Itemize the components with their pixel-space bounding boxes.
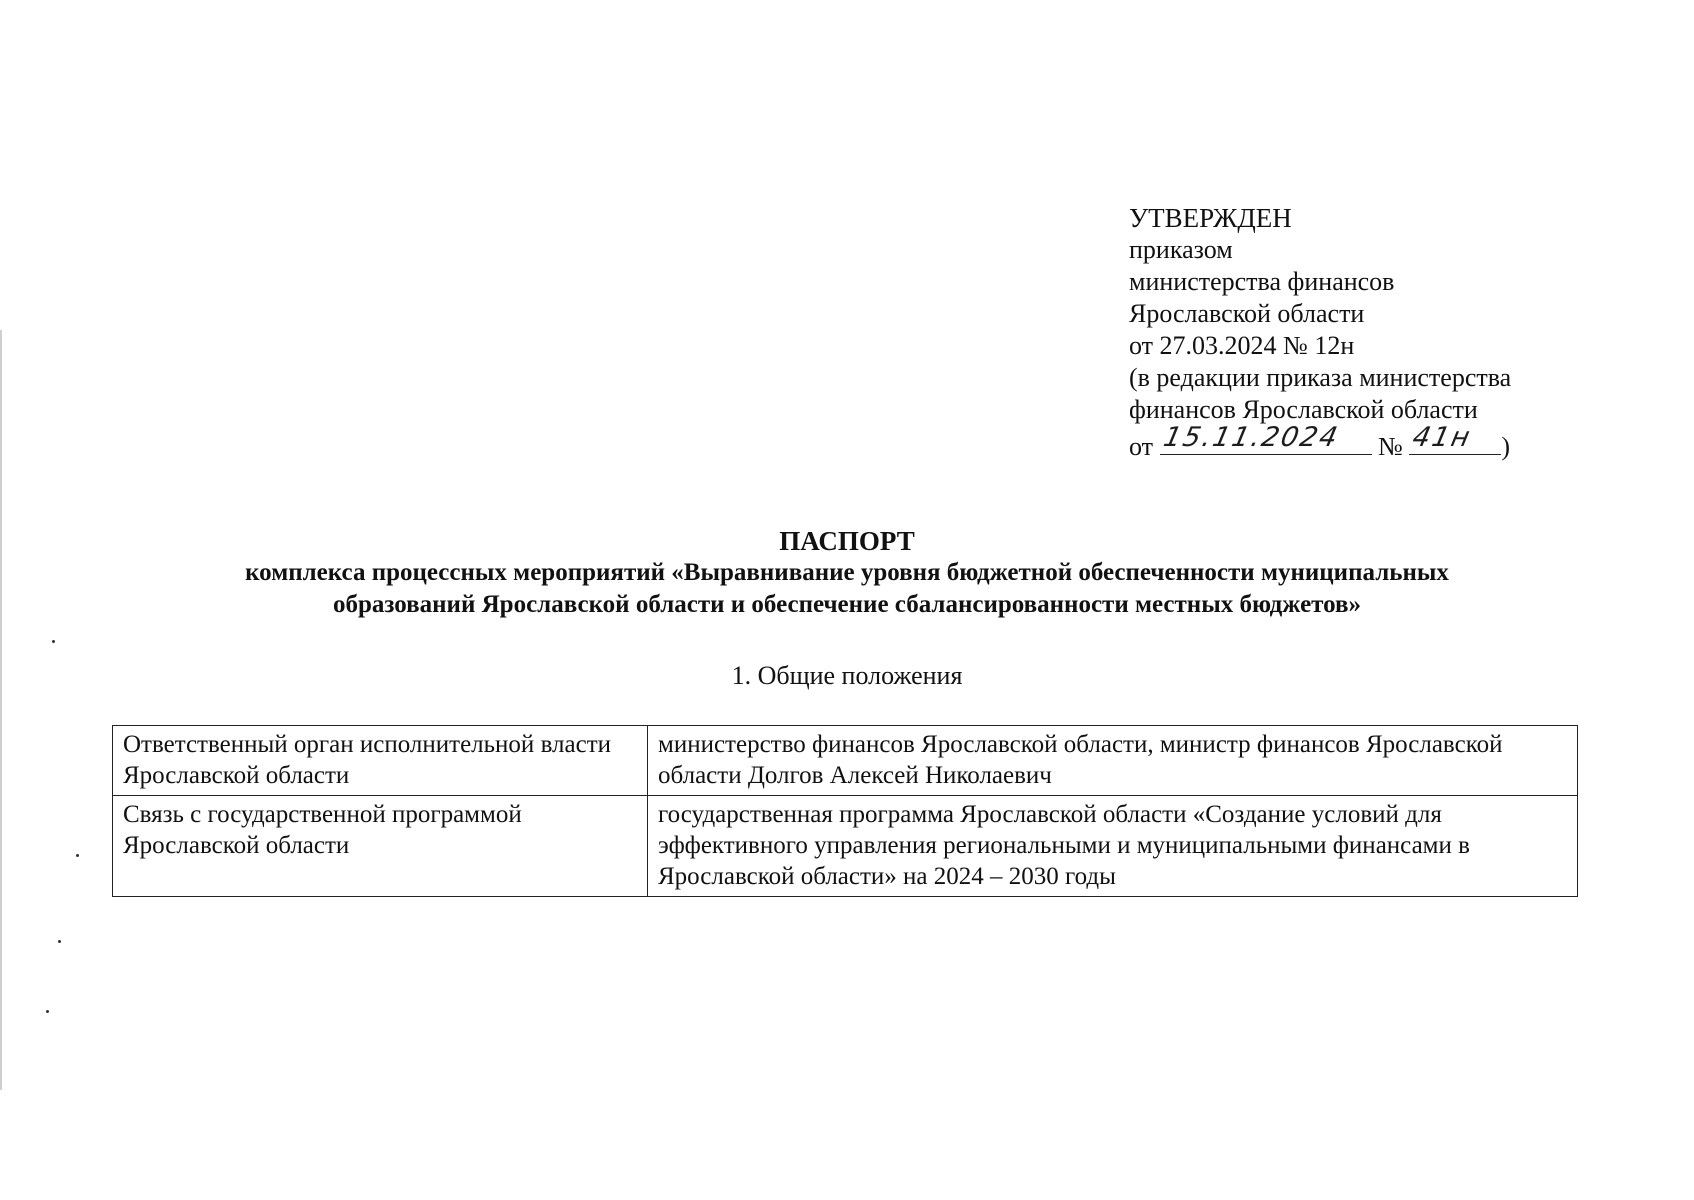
approval-heading: УТВЕРЖДЕН — [1129, 203, 1292, 233]
table-cell-label: Связь с государственной программой Ярославской области — [113, 796, 648, 897]
table-cell-value: государственная программа Ярославской области «Создание условий для эффективного управления региональными и муниципальными финансами в Ярославской области» на 2024 – 2030 годы — [648, 796, 1578, 897]
from-label: от — [1129, 432, 1154, 461]
scan-speck — [58, 940, 61, 943]
handwritten-number: 41н — [1410, 422, 1475, 453]
section-title: 1. Общие положения — [731, 661, 963, 690]
scan-speck — [76, 854, 79, 857]
approval-stamp-block — [1129, 202, 1511, 463]
table-row — [113, 726, 1578, 796]
approval-amendment-line — [1129, 422, 1511, 463]
closing-paren: ) — [1501, 432, 1511, 461]
document-subtitle-line: образований Ярославской области и обеспечение сбалансированности местных бюджетов» — [332, 591, 1362, 618]
approval-line: финансов Ярославской области — [1129, 395, 1478, 424]
table-cell-label: Ответственный орган исполнительной власти Ярославской области — [113, 726, 648, 796]
approval-line: министерства финансов — [1129, 267, 1395, 296]
approval-line: приказом — [1129, 235, 1233, 264]
document-title: ПАСПОРТ — [779, 526, 915, 556]
document-title-block — [0, 525, 1694, 621]
scan-edge — [0, 330, 2, 1090]
scan-speck — [52, 640, 55, 643]
general-provisions-table — [112, 725, 1578, 897]
handwritten-date: 15.11.2024 — [1160, 422, 1342, 453]
date-blank-field — [1160, 422, 1372, 455]
table-row — [113, 796, 1578, 897]
document-subtitle-line: комплекса процессных мероприятий «Выравнивание уровня бюджетной обеспеченности муниципальных — [245, 559, 1449, 586]
table-cell-value: министерство финансов Ярославской области, министр финансов Ярославской области Долгов Алексей Николаевич — [648, 726, 1578, 796]
approval-order-ref: от 27.03.2024 № 12н — [1129, 331, 1355, 360]
approval-line: Ярославской области — [1129, 299, 1365, 328]
number-sign: № — [1378, 432, 1403, 461]
number-blank-field — [1409, 422, 1501, 455]
approval-line: (в редакции приказа министерства — [1129, 363, 1512, 392]
scan-speck — [46, 1010, 49, 1013]
